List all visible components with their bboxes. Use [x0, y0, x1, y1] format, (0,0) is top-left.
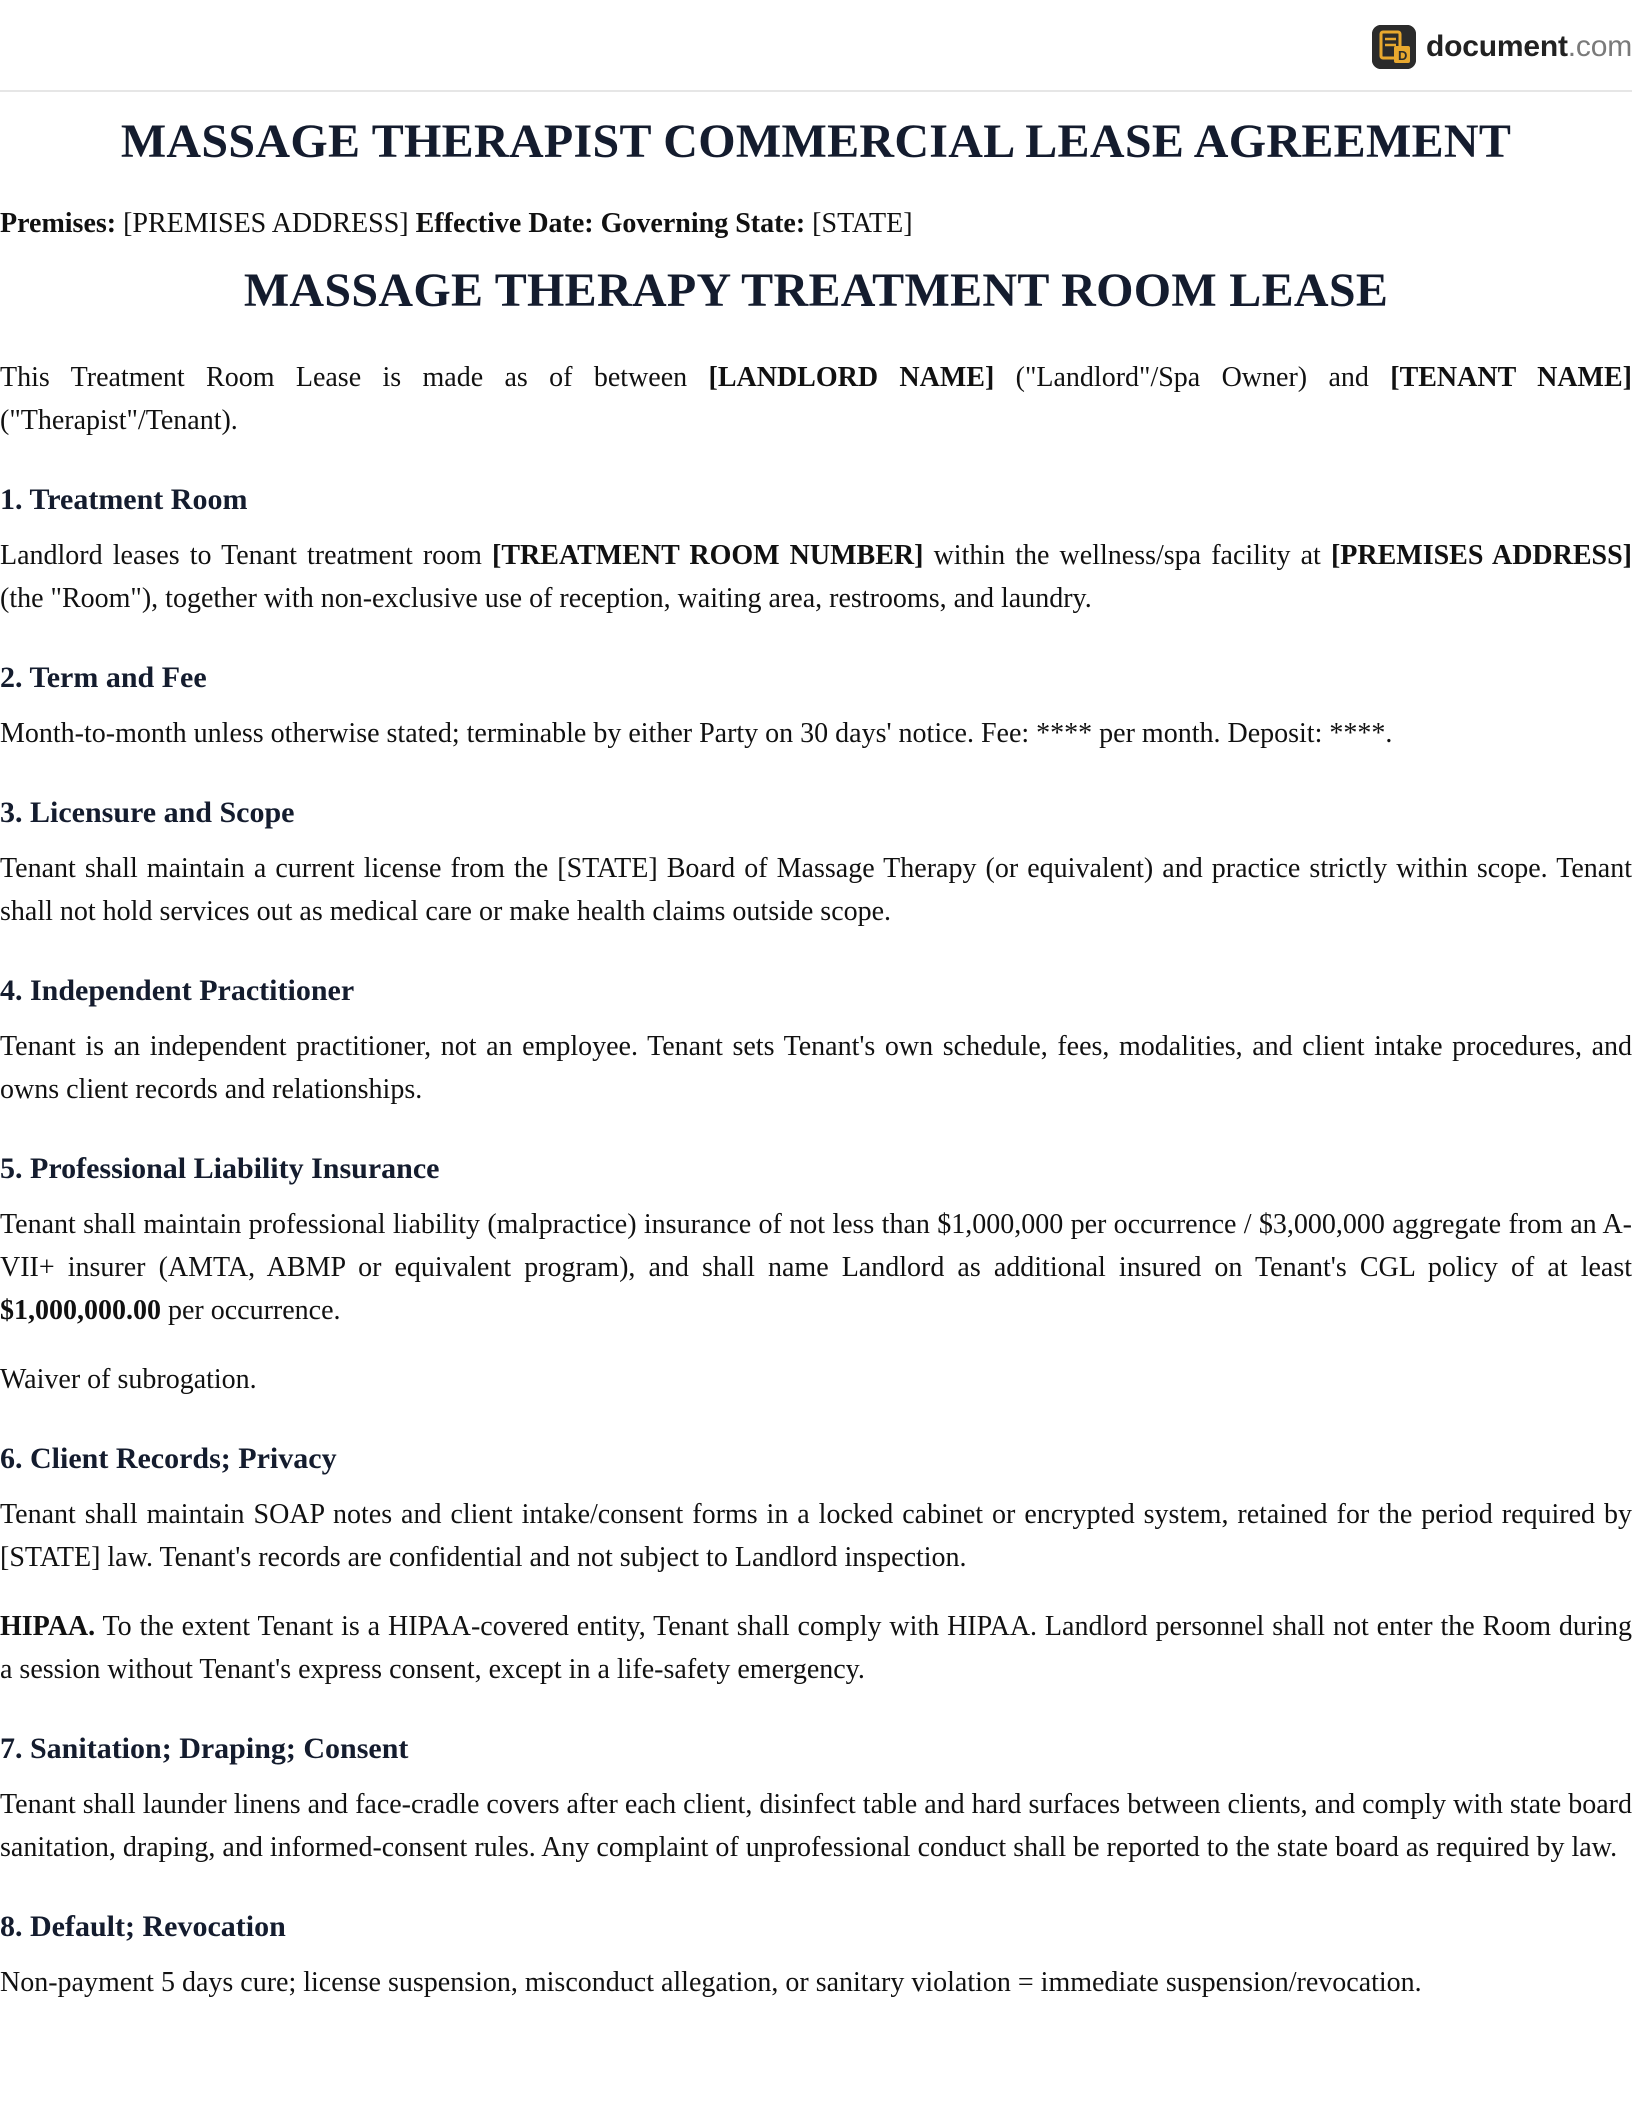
document-meta [0, 204, 1632, 244]
premises-label: Premises: [0, 208, 117, 239]
tenant-name-placeholder: [TENANT NAME] [1390, 362, 1632, 393]
effective-date-label: Effective Date: [415, 208, 594, 239]
section-body-client-records: Tenant shall maintain SOAP notes and client intake/consent forms in a locked cabinet or encrypted system, retained for the period required by [STATE] law. Tenant's records are confidential and not subject to Landlord inspection. [0, 1499, 1632, 1573]
section-body-insurance: Tenant shall maintain professional liability (malpractice) insurance of not less than $1,000,000 per occurrence / $3,000,000 aggregate from an A-VII+ insurer (AMTA, ABMP or equivalent program), and shall name Landlord as additional insured on Tenant's CGL policy of at least $1,000,000.00 per occurrence. [0, 1209, 1632, 1326]
section-heading-term-fee: 2. Term and Fee [0, 661, 207, 694]
governing-state-value: [STATE] [812, 208, 913, 239]
section-heading-treatment-room: 1. Treatment Room [0, 483, 248, 516]
cgl-amount: $1,000,000.00 [0, 1295, 161, 1326]
section-body-sanitation: Tenant shall launder linens and face-cradle covers after each client, disinfect table and hard surfaces between clients, and comply with state board sanitation, draping, and informed-consent rules. Any complaint of unprofessional conduct shall be reported to the state board as required by law. [0, 1789, 1632, 1863]
section-heading-sanitation: 7. Sanitation; Draping; Consent [0, 1732, 409, 1765]
section-body-licensure: Tenant shall maintain a current license from the [STATE] Board of Massage Therapy (or equivalent) and practice strictly within scope. Tenant shall not hold services out as medical care or make health claims outside scope. [0, 853, 1632, 927]
section-body-default: Non-payment 5 days cure; license suspension, misconduct allegation, or sanitary violation = immediate suspension/revocation. [0, 1967, 1422, 1998]
waiver-paragraph: Waiver of subrogation. [0, 1364, 257, 1395]
hipaa-paragraph: HIPAA. To the extent Tenant is a HIPAA-covered entity, Tenant shall comply with HIPAA. Landlord personnel shall not enter the Room during a session without Tenant's express consent, except in a life-safety emergency. [0, 1611, 1632, 1685]
hipaa-label: HIPAA. [0, 1611, 96, 1642]
section-body-treatment-room: Landlord leases to Tenant treatment room [TREATMENT ROOM NUMBER] within the wellness/spa facility at [PREMISES ADDRESS] (the "Room"), together with non-exclusive use of reception, waiting area, restrooms, and laundry. [0, 540, 1632, 614]
section-body-term-fee: Month-to-month unless otherwise stated; terminable by either Party on 30 days' notice. Fee: **** per month. Deposit: ****. [0, 718, 1393, 749]
svg-text:D: D [1398, 48, 1408, 63]
section-heading-insurance: 5. Professional Liability Insurance [0, 1152, 440, 1185]
premises-address-placeholder: [PREMISES ADDRESS] [1330, 540, 1632, 571]
document-title: MASSAGE THERAPIST COMMERCIAL LEASE AGREEMENT [120, 115, 1512, 168]
section-heading-independent-practitioner: 4. Independent Practitioner [0, 974, 355, 1007]
room-number-placeholder: [TREATMENT ROOM NUMBER] [492, 540, 924, 571]
brand-name: document.com [1426, 30, 1632, 63]
brand-logo-link[interactable] [1372, 24, 1632, 70]
document-body [0, 92, 1632, 2004]
premises-value: [PREMISES ADDRESS] [123, 208, 409, 239]
section-heading-licensure: 3. Licensure and Scope [0, 796, 295, 829]
landlord-name-placeholder: [LANDLORD NAME] [708, 362, 995, 393]
site-header [0, 0, 1632, 92]
section-body-independent-practitioner: Tenant is an independent practitioner, not an employee. Tenant sets Tenant's own schedule, fees, modalities, and client intake procedures, and owns client records and relationships. [0, 1031, 1632, 1105]
section-heading-client-records: 6. Client Records; Privacy [0, 1442, 337, 1475]
section-heading-default: 8. Default; Revocation [0, 1910, 286, 1943]
document-logo-icon [1372, 25, 1416, 69]
intro-paragraph: This Treatment Room Lease is made as of between [LANDLORD NAME] ("Landlord"/Spa Owner) and [TENANT NAME] ("Therapist"/Tenant). [0, 362, 1632, 436]
governing-state-label: Governing State: [600, 208, 806, 239]
lease-subtitle: MASSAGE THERAPY TREATMENT ROOM LEASE [243, 264, 1389, 317]
